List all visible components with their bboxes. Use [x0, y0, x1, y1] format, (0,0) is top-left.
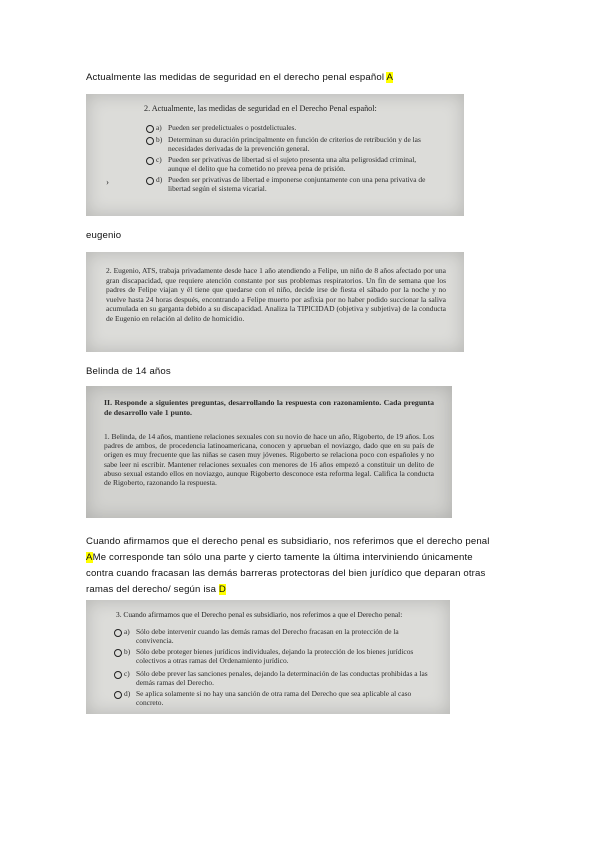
option-c: c) Pueden ser privativas de libertad si el sujeto presenta una alta peligrosidad criminal, aunque el delito que ha cometido no prevea pena de prisión.: [168, 156, 438, 173]
caption-text: Actualmente las medidas de seguridad en el derecho penal español: [86, 72, 387, 83]
answer-highlight: A: [86, 552, 93, 563]
option-a: a) Sólo debe intervenir cuando las demás ramas del Derecho fracasan en la protección de la convivencia.: [136, 628, 436, 645]
radio-circle-icon: [146, 137, 154, 145]
radio-circle-icon: [146, 177, 154, 185]
cursor-mark-icon: ›: [106, 177, 109, 187]
option-a: a) Pueden ser predelictuales o postdelictuales.: [168, 124, 438, 133]
radio-circle-icon: [114, 649, 122, 657]
caption-medidas-seguridad: [86, 72, 393, 83]
answer-highlight: A: [386, 72, 393, 83]
option-b: b) Determinan su duración principalmente en función de criterios de retribución y de las necesidades derivadas de la prevención general.: [168, 136, 438, 153]
option-c: c) Sólo debe prever las sanciones penales, dejando la determinación de las conductas prohibidas a las demás ramas del Derecho.: [136, 670, 436, 687]
question-title: 3. Cuando afirmamos que el Derecho penal es subsidiario, nos referimos a que el Derecho penal:: [116, 610, 403, 619]
caption-subsidiario-line-1: Cuando afirmamos que el derecho penal es subsidiario, nos referimos que el derecho penal: [86, 536, 490, 547]
question-photo-medidas: [86, 94, 464, 216]
radio-circle-icon: [146, 157, 154, 165]
section-heading: II. Responde a siguientes preguntas, desarrollando la respuesta con razonamiento. Cada pregunta de desarrollo vale 1 punto.: [104, 398, 434, 417]
question-photo-belinda: [86, 386, 452, 518]
question-photo-subsidiario: [86, 600, 450, 714]
option-d: d) Se aplica solamente si no hay una sanción de otra rama del Derecho que sea aplicable al caso concreto.: [136, 690, 436, 707]
question-title: 2. Actualmente, las medidas de seguridad en el Derecho Penal español:: [144, 104, 377, 113]
caption-belinda: Belinda de 14 años: [86, 366, 171, 377]
caption-eugenio: eugenio: [86, 230, 122, 241]
answer-highlight: D: [218, 584, 226, 595]
caption-subsidiario-line-4: ramas del derecho/ según isa D: [86, 584, 226, 595]
radio-circle-icon: [114, 629, 122, 637]
option-d: d) Pueden ser privativas de libertad e imponerse conjuntamente con una pena privativa de libertad según el sistema vicarial.: [168, 176, 438, 193]
radio-circle-icon: [146, 125, 154, 133]
caption-subsidiario-line-2: AMe corresponde tan sólo una parte y cierto tamente la última interviniendo únicamente: [86, 552, 473, 563]
case-text-belinda: 1. Belinda, de 14 años, mantiene relaciones sexuales con su novio de hace un año, Rigoberto, de 19 años. Los padres de ambos, de procedencia latinoamericana, conocen y aprueban el noviazgo, dado que en su país de origen es muy frecuente que las niñas se casen muy jóvenes. Rigoberto se relaciona poco con españoles y no sabe leer ni escribir. Mantener relaciones sexuales con menores de 16 años empezó a constituir un delito de abuso sexual estando ellos en noviazgo, aunque Rigoberto desconoce esta reforma legal. Califica la conducta de Rigoberto, razonando la respuesta.: [104, 432, 434, 488]
question-photo-eugenio: [86, 252, 464, 352]
caption-subsidiario-line-3: contra cuando fracasan las demás barreras protectoras del bien jurídico que deparan otras: [86, 568, 486, 579]
case-text-eugenio: 2. Eugenio, ATS, trabaja privadamente desde hace 1 año atendiendo a Felipe, un niño de 8 años afectado por una gran discapacidad, que requiere atención constante por sus problemas respiratorios. Un fin de semana que los padres de Felipe viajan y él tiene que quedarse con el niño, decide irse de fiesta el sábado por la noche y no vuelve hasta 24 horas después, encontrando a Felipe muerto por asfixia por no haber podido succionar la saliva acumulada en su garganta debido a su discapacidad. Analiza la TIPICIDAD (objetiva y subjetiva) de la conducta de Eugenio en relación al delito de homicidio.: [106, 266, 446, 323]
radio-circle-icon: [114, 691, 122, 699]
option-b: b) Sólo debe proteger bienes jurídicos individuales, dejando la protección de los bienes jurídicos colectivos a otras ramas del Ordenamiento jurídico.: [136, 648, 436, 665]
radio-circle-icon: [114, 671, 122, 679]
